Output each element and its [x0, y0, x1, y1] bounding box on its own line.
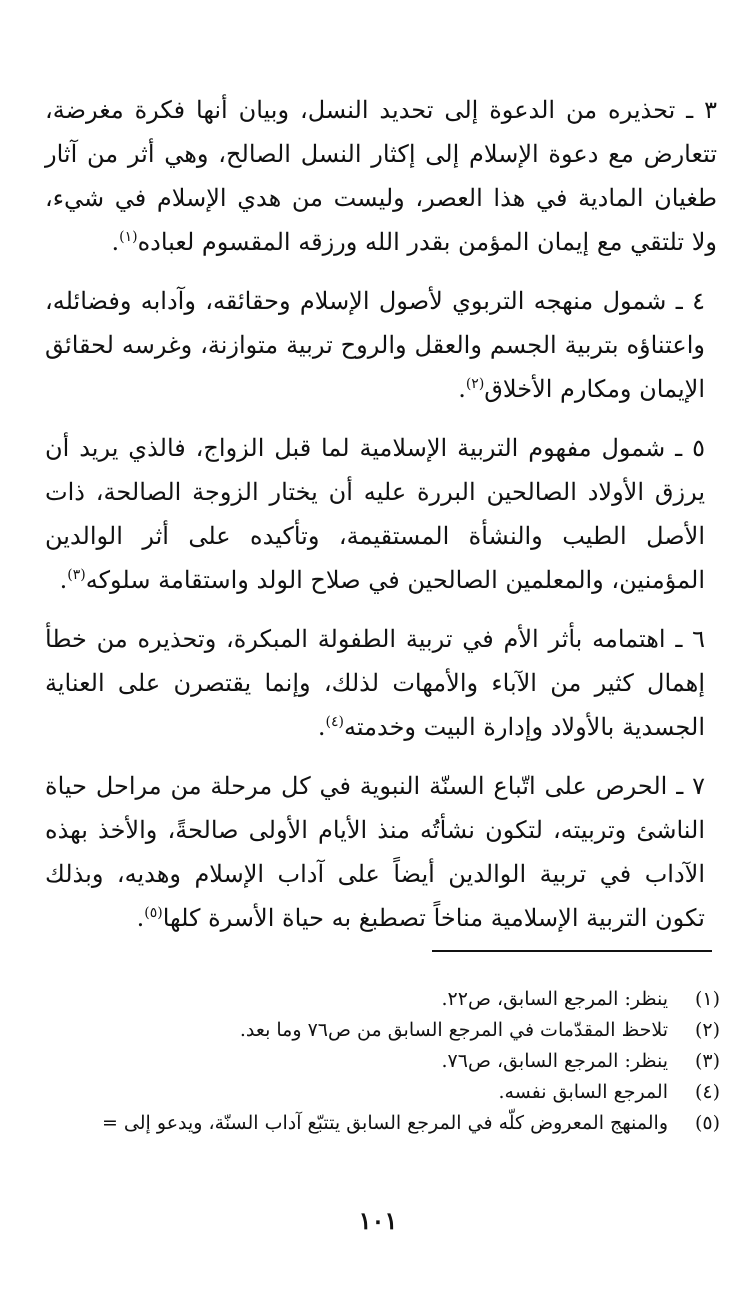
footnote-marker: (١) — [119, 229, 138, 245]
paragraph-5: ٥ ـ شمول مفهوم التربية الإسلامية لما قبل الزواج، فالذي يريد أن يرزق الأولاد الصالحين البررة عليه أن يختار الزوجة الصالحة، ذات الأصل الطيب والنشأة المستقيمة، وتأكيده على أثر الوالدين المؤمنين، والمعلمين الصالحين في صلاح الولد واستقامة سلوكه$^{(٣)}$. — [45, 434, 705, 594]
footnotes — [20, 984, 720, 1139]
paragraph-text: شمول منهجه التربوي لأصول الإسلام وحقائقه، وآدابه وفضائله، واعتناؤه بتربية الجسم والعقل والروح تربية متوازنة، وغرسه لحقائق الإيمان ومكارم الأخلاق — [45, 287, 705, 403]
paragraph-text: اهتمامه بأثر الأم في تربية الطفولة المبكرة، وتحذيره من خطأ إهمال كثير من الآباء والأمهات لذلك، وإنما يقتصرن على العناية الجسدية بالأولاد وإدارة البيت وخدمته — [45, 625, 705, 741]
footnote-marker: (٢) — [465, 376, 485, 392]
footnote-number: (٥) — [694, 1112, 720, 1134]
main-text — [45, 88, 717, 955]
footnote-text: ينظر: المرجع السابق، ص٢٢. — [441, 988, 668, 1010]
paragraph-text: الحرص على اتّباع السنّة النبوية في كل مرحلة من مراحل حياة الناشئ وتربيته، لتكون نشأتُه منذ الأيام الأولى صالحةً، والأخذ بهذه الآداب في تربية الوالدين أيضاً على آداب الإسلام وهديه، وبذلك تكون التربية الإسلامية مناخاً تصطبغ به حياة الأسرة كلها — [45, 772, 705, 932]
footnote-text: المرجع السابق نفسه. — [498, 1081, 668, 1103]
paragraph-number: ٦ — [692, 625, 705, 653]
footnote-text: ينظر: المرجع السابق، ص٧٦. — [441, 1050, 668, 1072]
paragraph-number: ٤ — [692, 287, 706, 315]
footnote-marker: (٣) — [67, 567, 86, 583]
footnote-marker: (٥) — [144, 905, 163, 921]
footnote-1 — [20, 984, 720, 1015]
paragraph-3: ٣ ـ تحذيره من الدعوة إلى تحديد النسل، وبيان أنها فكرة مغرضة، تتعارض مع دعوة الإسلام إلى إكثار النسل الصالح، وهي أثر من آثار طغيان المادية في هذا العصر، وليست من هدي الإسلام في شيء، ولا تلتقي مع إيمان المؤمن بقدر الله ورزقه المقسوم لعباده$^{(١)}$. — [45, 96, 717, 256]
footnote-3 — [20, 1046, 720, 1077]
paragraph-7: ٧ ـ الحرص على اتّباع السنّة النبوية في كل مرحلة من مراحل حياة الناشئ وتربيته، لتكون نشأتُه منذ الأيام الأولى صالحةً، والأخذ بهذه الآداب في تربية الوالدين أيضاً على آداب الإسلام وهديه، وبذلك تكون التربية الإسلامية مناخاً تصطبغ به حياة الأسرة كلها$^{(٥)}$. — [45, 772, 705, 932]
footnote-4 — [20, 1077, 720, 1108]
footnote-text: تلاحظ المقدّمات في المرجع السابق من ص٧٦ وما بعد. — [239, 1019, 668, 1041]
paragraph-6: ٦ ـ اهتمامه بأثر الأم في تربية الطفولة المبكرة، وتحذيره من خطأ إهمال كثير من الآباء والأمهات لذلك، وإنما يقتصرن على العناية الجسدية بالأولاد وإدارة البيت وخدمته$^{(٤)}$. — [45, 625, 705, 741]
footnote-number: (١) — [694, 988, 720, 1010]
footnote-5 — [20, 1108, 720, 1139]
footnote-separator — [432, 950, 712, 952]
paragraph-number: ٧ — [692, 772, 705, 800]
paragraph-text: شمول مفهوم التربية الإسلامية لما قبل الزواج، فالذي يريد أن يرزق الأولاد الصالحين البررة عليه أن يختار الزوجة الصالحة، ذات الأصل الطيب والنشأة المستقيمة، وتأكيده على أثر الوالدين المؤمنين، والمعلمين الصالحين في صلاح الولد واستقامة سلوكه — [45, 434, 705, 594]
footnote-number: (٤) — [694, 1081, 720, 1103]
footnote-text: والمنهج المعروض كلّه في المرجع السابق يتتبّع آداب السنّة، ويدعو إلى = — [101, 1112, 668, 1134]
footnote-number: (٣) — [694, 1050, 720, 1072]
paragraph-number: ٥ — [692, 434, 705, 462]
paragraph-4: ٤ ـ شمول منهجه التربوي لأصول الإسلام وحقائقه، وآدابه وفضائله، واعتناؤه بتربية الجسم والعقل والروح تربية متوازنة، وغرسه لحقائق الإيمان ومكارم الأخلاق$^{(٢)}$. — [45, 287, 706, 403]
paragraph-number: ٣ — [704, 96, 717, 124]
paragraph-text: تحذيره من الدعوة إلى تحديد النسل، وبيان أنها فكرة مغرضة، تتعارض مع دعوة الإسلام إلى إكثار النسل الصالح، وهي أثر من آثار طغيان المادية في هذا العصر، وليست من هدي الإسلام في شيء، ولا تلتقي مع إيمان المؤمن بقدر الله ورزقه المقسوم لعباده — [45, 96, 717, 256]
page-number: ١٠١ — [358, 1206, 398, 1235]
footnote-number: (٢) — [694, 1019, 720, 1041]
footnote-marker: (٤) — [325, 714, 345, 730]
footnote-2 — [20, 1015, 720, 1046]
